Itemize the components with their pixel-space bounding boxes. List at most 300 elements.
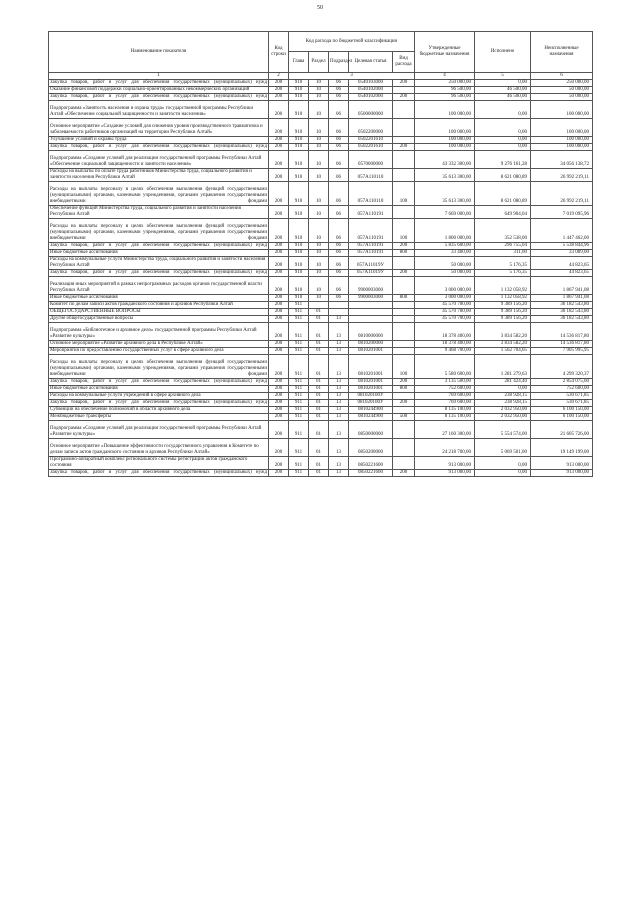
row-name: Закупка товаров, работ и услуг для обеспечения государственных (муниципальных) нужд (50, 144, 267, 149)
row-target: 0810201001 (349, 379, 393, 386)
header-executed: Исполнено (475, 32, 531, 73)
row-podrazdel: 06 (329, 137, 349, 144)
row-code: 200 (269, 439, 289, 457)
row-unexecuted: 1 447 462,00 (531, 219, 593, 243)
row-approved: 769 600,00 (415, 400, 475, 407)
row-glava: 910 (289, 144, 309, 151)
row-name: Подпрограмма «Занятость населения и охрана труда» государственной программы Республики Алтай «Обеспечение социальной защищенности и занятости населения» (49, 101, 269, 119)
row-razdel: 01 (309, 421, 329, 439)
row-name: Комитет по делам записи актов гражданского состояния и архивов Республики Алтай (49, 302, 269, 309)
row-name: Реализация иных мероприятий в рамках непрограммных расходов органов государственной власти Республики Алтай (49, 277, 269, 295)
row-name: Основное мероприятие «Развитие архивного дела в Республике Алтай» (49, 341, 269, 348)
table-row (49, 386, 593, 393)
row-executed: 5 069 501,00 (475, 439, 531, 457)
row-podrazdel: 06 (329, 295, 349, 302)
row-executed: 2 032 950,00 (475, 414, 531, 421)
row-podrazdel: 13 (329, 386, 349, 393)
row-target: 9900003000 (349, 277, 393, 295)
row-unexecuted: 6 100 150,00 (531, 414, 593, 421)
row-podrazdel: 06 (329, 206, 349, 219)
header-glava: Глава (289, 52, 309, 73)
row-target: 0500000000 (349, 101, 393, 119)
table-row (49, 421, 593, 439)
row-executed: 238 928,15 (475, 393, 531, 400)
row-unexecuted: 7 019 095,96 (531, 206, 593, 219)
row-razdel: 10 (309, 257, 329, 270)
row-target: 0810000000 (349, 323, 393, 341)
row-podrazdel: 06 (329, 257, 349, 270)
row-executed: 5 176,35 (475, 257, 531, 270)
row-glava: 910 (289, 169, 309, 182)
row-name: Улучшение условий и охраны труда (49, 137, 269, 144)
row-target: 0540102000 (349, 94, 393, 101)
row-target: 0810201001 (349, 355, 393, 379)
budget-execution-table (48, 31, 593, 477)
row-glava: 911 (289, 386, 309, 393)
row-target (349, 302, 393, 309)
index-cell: 5 (475, 73, 531, 80)
row-vid: 800 (393, 295, 415, 302)
row-razdel: 10 (309, 119, 329, 137)
row-executed: 0,00 (475, 144, 531, 151)
row-target (349, 316, 393, 323)
row-unexecuted: 100 000,00 (531, 119, 593, 137)
row-unexecuted: 36 182 543,80 (531, 316, 593, 323)
row-podrazdel: 06 (329, 80, 349, 87)
row-razdel: 01 (309, 386, 329, 393)
row-executed: 9 389 156,20 (475, 309, 531, 316)
row-executed: 3 834 582,20 (475, 323, 531, 341)
row-target: 0850000000 (349, 421, 393, 439)
row-glava: 911 (289, 323, 309, 341)
row-razdel: 10 (309, 87, 329, 94)
row-unexecuted: 44 823,65 (531, 270, 593, 277)
row-target: 081020100У (349, 400, 393, 407)
row-approved: 50 000,00 (415, 270, 475, 277)
row-approved: 18 378 400,00 (415, 323, 475, 341)
table-row (49, 393, 593, 400)
row-glava: 910 (289, 80, 309, 87)
row-glava: 911 (289, 302, 309, 309)
row-executed: 2 032 950,00 (475, 407, 531, 414)
row-code: 200 (269, 270, 289, 277)
row-podrazdel (329, 302, 349, 309)
row-vid: 100 (393, 182, 415, 206)
row-target: 057А11019У (349, 270, 393, 277)
row-approved: 96 500,00 (415, 87, 475, 94)
row-unexecuted: 913 000,00 (531, 470, 593, 477)
row-podrazdel: 06 (329, 182, 349, 206)
row-razdel: 01 (309, 400, 329, 407)
row-unexecuted: 44 823,65 (531, 257, 593, 270)
row-unexecuted: 6 100 150,00 (531, 407, 593, 414)
row-name: Расходы на выплаты персоналу в целях обеспечения выполнения функций государственными (муниципальными) органами, казенными учреждениями, органами управления государственными внебюджетными фондами (49, 355, 269, 379)
row-code: 200 (269, 250, 289, 257)
table-row (49, 457, 593, 470)
row-name: Закупка товаров, работ и услуг для обеспечения государственных (муниципальных) нужд (50, 400, 267, 405)
row-vid: 200 (393, 243, 415, 250)
table-row (49, 101, 593, 119)
row-glava: 910 (289, 277, 309, 295)
row-name: Подпрограмма «Создание условий для реализации государственной программы Республики Алтай «Обеспечение социальной защищенности и занятости населения» (49, 151, 269, 169)
row-unexecuted: 250 000,00 (531, 80, 593, 87)
table-row (49, 323, 593, 341)
row-podrazdel: 06 (329, 94, 349, 101)
row-razdel: 10 (309, 295, 329, 302)
row-podrazdel: 13 (329, 414, 349, 421)
row-glava: 910 (289, 94, 309, 101)
row-unexecuted: 530 671,85 (531, 400, 593, 407)
row-target: 081020100У (349, 393, 393, 400)
row-glava: 911 (289, 355, 309, 379)
table-row (49, 439, 593, 457)
row-name: Закупка товаров, работ и услуг для обеспечения государственных (муниципальных) нужд (50, 80, 267, 85)
row-name: Подпрограмма «Библиотечное и архивное дело» государственной программы Республики Алтай «Развитие культуры» (49, 323, 269, 341)
row-vid (393, 169, 415, 182)
row-razdel: 10 (309, 169, 329, 182)
index-cell: 2 (269, 73, 289, 80)
row-approved: 100 000,00 (415, 144, 475, 151)
row-glava: 910 (289, 101, 309, 119)
row-glava: 910 (289, 137, 309, 144)
row-vid (393, 323, 415, 341)
row-approved: 35 613 300,00 (415, 169, 475, 182)
row-name: Закупка товаров, работ и услуг для обеспечения государственных (муниципальных) нужд (50, 270, 267, 275)
header-vid: Вид расхода (393, 52, 415, 73)
row-unexecuted: 752 600,00 (531, 386, 593, 393)
row-approved: 24 218 700,00 (415, 439, 475, 457)
row-vid: 100 (393, 219, 415, 243)
row-name: Расходы на выплаты персоналу в целях обеспечения выполнения функций государственными (муниципальными) органами, казенными учреждениями, органами управления государственными внебюджетными фондами (49, 182, 269, 206)
row-approved: 913 000,00 (415, 470, 475, 477)
row-razdel: 01 (309, 341, 329, 348)
row-vid (393, 257, 415, 270)
row-name: Подпрограмма «Создание условий для реализации государственной программы Республики Алтай «Развитие культуры» (49, 421, 269, 439)
row-code: 200 (269, 219, 289, 243)
row-approved: 33 400,00 (415, 250, 475, 257)
row-unexecuted: 21 605 726,00 (531, 421, 593, 439)
row-podrazdel: 13 (329, 457, 349, 470)
table-row (49, 379, 593, 386)
row-approved: 96 500,00 (415, 94, 475, 101)
row-name: Расходы на коммунальные услуги учреждений в сфере архивного дела (49, 393, 269, 400)
table-row (49, 119, 593, 137)
row-approved: 1 800 000,00 (415, 219, 475, 243)
row-vid (393, 407, 415, 414)
table-row (49, 316, 593, 323)
row-glava: 910 (289, 295, 309, 302)
row-executed: 0,00 (475, 80, 531, 87)
row-unexecuted: 1 867 941,08 (531, 277, 593, 295)
row-podrazdel: 06 (329, 277, 349, 295)
row-name: Закупка товаров, работ и услуг для обеспечения государственных (муниципальных) нужд (50, 379, 267, 384)
row-vid (393, 101, 415, 119)
row-razdel: 01 (309, 414, 329, 421)
row-glava: 910 (289, 257, 309, 270)
row-glava: 910 (289, 151, 309, 169)
row-code: 200 (269, 182, 289, 206)
row-glava: 911 (289, 379, 309, 386)
row-code: 200 (269, 457, 289, 470)
header-unexecuted: Неисполненные назначения (531, 32, 593, 73)
row-target: 057А110191 (349, 243, 393, 250)
row-vid: 200 (393, 400, 415, 407)
row-executed: 9 276 161,28 (475, 151, 531, 169)
table-row (49, 348, 593, 355)
row-podrazdel: 13 (329, 341, 349, 348)
row-glava: 911 (289, 393, 309, 400)
row-target: 057А110110 (349, 182, 393, 206)
row-name: Иные бюджетные ассигнования (49, 295, 269, 302)
row-razdel: 10 (309, 250, 329, 257)
row-target: 0540102000 (349, 87, 393, 94)
row-executed: 9 389 156,20 (475, 302, 531, 309)
row-unexecuted: 19 149 199,00 (531, 439, 593, 457)
row-razdel: 10 (309, 219, 329, 243)
row-razdel: 10 (309, 80, 329, 87)
row-glava: 911 (289, 309, 309, 316)
row-vid (393, 119, 415, 137)
row-executed: 9 389 156,20 (475, 316, 531, 323)
row-target: 0850221600 (349, 457, 393, 470)
row-code: 200 (269, 348, 289, 355)
row-approved: 8 135 100,00 (415, 407, 475, 414)
header-approved: Утвержденные бюджетные назначения (415, 32, 475, 73)
row-vid: 800 (393, 386, 415, 393)
row-unexecuted: 34 056 138,72 (531, 151, 593, 169)
row-unexecuted: 26 992 219,11 (531, 182, 593, 206)
row-target: 0540103000 (349, 80, 393, 87)
row-unexecuted: 100 000,00 (531, 101, 593, 119)
row-code: 200 (269, 302, 289, 309)
row-approved: 913 000,00 (415, 457, 475, 470)
row-code: 200 (269, 119, 289, 137)
row-unexecuted: 50 000,00 (531, 94, 593, 101)
row-approved: 769 600,00 (415, 393, 475, 400)
table-row (49, 355, 593, 379)
row-podrazdel: 13 (329, 407, 349, 414)
row-vid (393, 302, 415, 309)
row-approved: 50 000,00 (415, 257, 475, 270)
row-podrazdel: 06 (329, 270, 349, 277)
table-body (49, 80, 593, 477)
row-razdel: 01 (309, 309, 329, 316)
row-executed: 46 500,00 (475, 87, 531, 94)
row-executed: 5 176,35 (475, 270, 531, 277)
row-approved: 250 000,00 (415, 80, 475, 87)
header-razdel: Раздел (309, 52, 329, 73)
row-target: 0850200000 (349, 439, 393, 457)
row-podrazdel: 13 (329, 348, 349, 355)
row-target: 057А110191 (349, 250, 393, 257)
row-target: 057А110191 (349, 219, 393, 243)
row-approved: 100 000,00 (415, 119, 475, 137)
row-unexecuted: 14 536 817,80 (531, 341, 593, 348)
row-name: Программно-аппаратный комплекс регионального системы регистрации актов гражданского состояния (49, 457, 269, 470)
row-unexecuted: 26 992 219,11 (531, 169, 593, 182)
table-row (49, 414, 593, 421)
row-code: 200 (269, 80, 289, 87)
row-razdel: 10 (309, 101, 329, 119)
row-code: 200 (269, 277, 289, 295)
page-number: 50 (317, 5, 323, 11)
row-podrazdel: 06 (329, 101, 349, 119)
row-name: Закупка товаров, работ и услуг для обеспечения государственных (муниципальных) нужд (50, 94, 267, 99)
row-podrazdel: 13 (329, 323, 349, 341)
row-target: 0502201610 (349, 144, 393, 151)
row-unexecuted: 530 671,85 (531, 393, 593, 400)
row-vid: 200 (393, 270, 415, 277)
row-glava: 910 (289, 182, 309, 206)
row-target: 0502200000 (349, 119, 393, 137)
row-vid: 200 (393, 144, 415, 151)
row-name: Закупка товаров, работ и услуг для обеспечения государственных (муниципальных) нужд (50, 243, 267, 248)
row-approved: 18 378 400,00 (415, 341, 475, 348)
row-glava: 911 (289, 348, 309, 355)
row-code: 200 (269, 169, 289, 182)
row-podrazdel: 06 (329, 151, 349, 169)
row-podrazdel: 06 (329, 119, 349, 137)
row-razdel: 10 (309, 137, 329, 144)
row-glava: 911 (289, 421, 309, 439)
row-code: 200 (269, 151, 289, 169)
row-executed: 3 834 582,20 (475, 341, 531, 348)
row-approved: 3 000 000,00 (415, 277, 475, 295)
row-unexecuted: 100 000,00 (531, 144, 593, 151)
table-row (49, 151, 593, 169)
row-glava: 910 (289, 270, 309, 277)
table-row (49, 257, 593, 270)
row-approved: 8 135 100,00 (415, 414, 475, 421)
row-name: Иные бюджетные ассигнования (49, 250, 269, 257)
row-unexecuted: 2 854 075,60 (531, 379, 593, 386)
row-executed: 0,00 (475, 470, 531, 477)
row-approved: 9 468 700,00 (415, 348, 475, 355)
row-executed: 5 554 574,00 (475, 421, 531, 439)
row-glava: 910 (289, 119, 309, 137)
row-razdel (309, 302, 329, 309)
row-podrazdel: 13 (329, 393, 349, 400)
row-executed: 238 928,15 (475, 400, 531, 407)
row-target: 0502201610 (349, 137, 393, 144)
row-vid (393, 457, 415, 470)
row-podrazdel (329, 309, 349, 316)
table-row (49, 407, 593, 414)
row-code: 200 (269, 386, 289, 393)
header-target: Целевая статья (349, 52, 393, 73)
row-glava: 911 (289, 407, 309, 414)
row-razdel: 01 (309, 470, 329, 477)
index-cell: 4 (415, 73, 475, 80)
row-razdel: 01 (309, 407, 329, 414)
row-unexecuted: 36 182 543,80 (531, 302, 593, 309)
row-glava: 911 (289, 439, 309, 457)
row-vid: 500 (393, 414, 415, 421)
row-podrazdel: 06 (329, 87, 349, 94)
row-executed: 1 562 704,05 (475, 348, 531, 355)
row-approved: 45 570 700,00 (415, 316, 475, 323)
table-row (49, 144, 593, 151)
row-code: 200 (269, 257, 289, 270)
row-unexecuted: 5 538 844,96 (531, 243, 593, 250)
row-code: 200 (269, 355, 289, 379)
row-vid (393, 87, 415, 94)
row-razdel: 10 (309, 206, 329, 219)
row-target: 0810201001 (349, 386, 393, 393)
row-podrazdel: 13 (329, 421, 349, 439)
row-razdel: 10 (309, 270, 329, 277)
row-code: 200 (269, 470, 289, 477)
row-code: 200 (269, 94, 289, 101)
row-unexecuted: 7 905 995,95 (531, 348, 593, 355)
row-name: Мероприятия по предоставлению государственных услуг в сфере архивного дела (49, 348, 269, 355)
row-code: 200 (269, 101, 289, 119)
row-name: Обеспечение функций Министерства труда, социального развития и занятости населения Республики Алтай (49, 206, 269, 219)
row-target: 0570000000 (349, 151, 393, 169)
row-podrazdel: 06 (329, 144, 349, 151)
table-row (49, 270, 593, 277)
row-target: 9900003000 (349, 295, 393, 302)
row-name: Субвенции на обеспечение полномочий в области архивного дела (49, 407, 269, 414)
row-target: 0810200000 (349, 341, 393, 348)
table-row (49, 137, 593, 144)
row-podrazdel: 13 (329, 355, 349, 379)
row-executed: 0,00 (475, 137, 531, 144)
index-cell: 3 (289, 73, 415, 80)
row-razdel: 01 (309, 379, 329, 386)
row-podrazdel: 13 (329, 316, 349, 323)
row-glava: 911 (289, 470, 309, 477)
row-razdel: 10 (309, 94, 329, 101)
row-executed: 8 621 080,89 (475, 169, 531, 182)
row-glava: 910 (289, 250, 309, 257)
row-name: Основное мероприятие «Повышение эффективности государственного управления в Комитете по делам записи актов гражданского состояния и архивов Республики Алтай» (49, 439, 269, 457)
row-executed: 281 424,40 (475, 379, 531, 386)
table-row (49, 206, 593, 219)
row-vid: 200 (393, 94, 415, 101)
row-vid (393, 421, 415, 439)
row-code: 200 (269, 316, 289, 323)
row-target: 0810244900 (349, 414, 393, 421)
row-name: Другие общегосударственные вопросы (49, 316, 269, 323)
row-podrazdel: 06 (329, 250, 349, 257)
row-executed: 46 500,00 (475, 94, 531, 101)
row-razdel: 01 (309, 457, 329, 470)
table-row (49, 87, 593, 94)
row-unexecuted: 33 089,00 (531, 250, 593, 257)
row-executed: 0,00 (475, 457, 531, 470)
row-approved: 752 600,00 (415, 386, 475, 393)
row-approved: 3 135 500,00 (415, 379, 475, 386)
row-code: 200 (269, 341, 289, 348)
row-razdel: 01 (309, 393, 329, 400)
row-target: 0850221600 (349, 470, 393, 477)
header-code: Код строки (269, 32, 289, 73)
row-podrazdel: 13 (329, 470, 349, 477)
row-code: 200 (269, 393, 289, 400)
row-podrazdel: 06 (329, 169, 349, 182)
row-glava: 910 (289, 206, 309, 219)
row-executed: 1 132 058,92 (475, 295, 531, 302)
row-approved: 27 160 300,00 (415, 421, 475, 439)
row-target: 057А11019У (349, 257, 393, 270)
row-unexecuted: 14 536 817,80 (531, 323, 593, 341)
header-podrazdel: Подраздел (329, 52, 349, 73)
row-approved: 43 332 300,00 (415, 151, 475, 169)
row-glava: 911 (289, 414, 309, 421)
row-approved: 45 570 700,00 (415, 302, 475, 309)
row-approved: 35 613 300,00 (415, 182, 475, 206)
